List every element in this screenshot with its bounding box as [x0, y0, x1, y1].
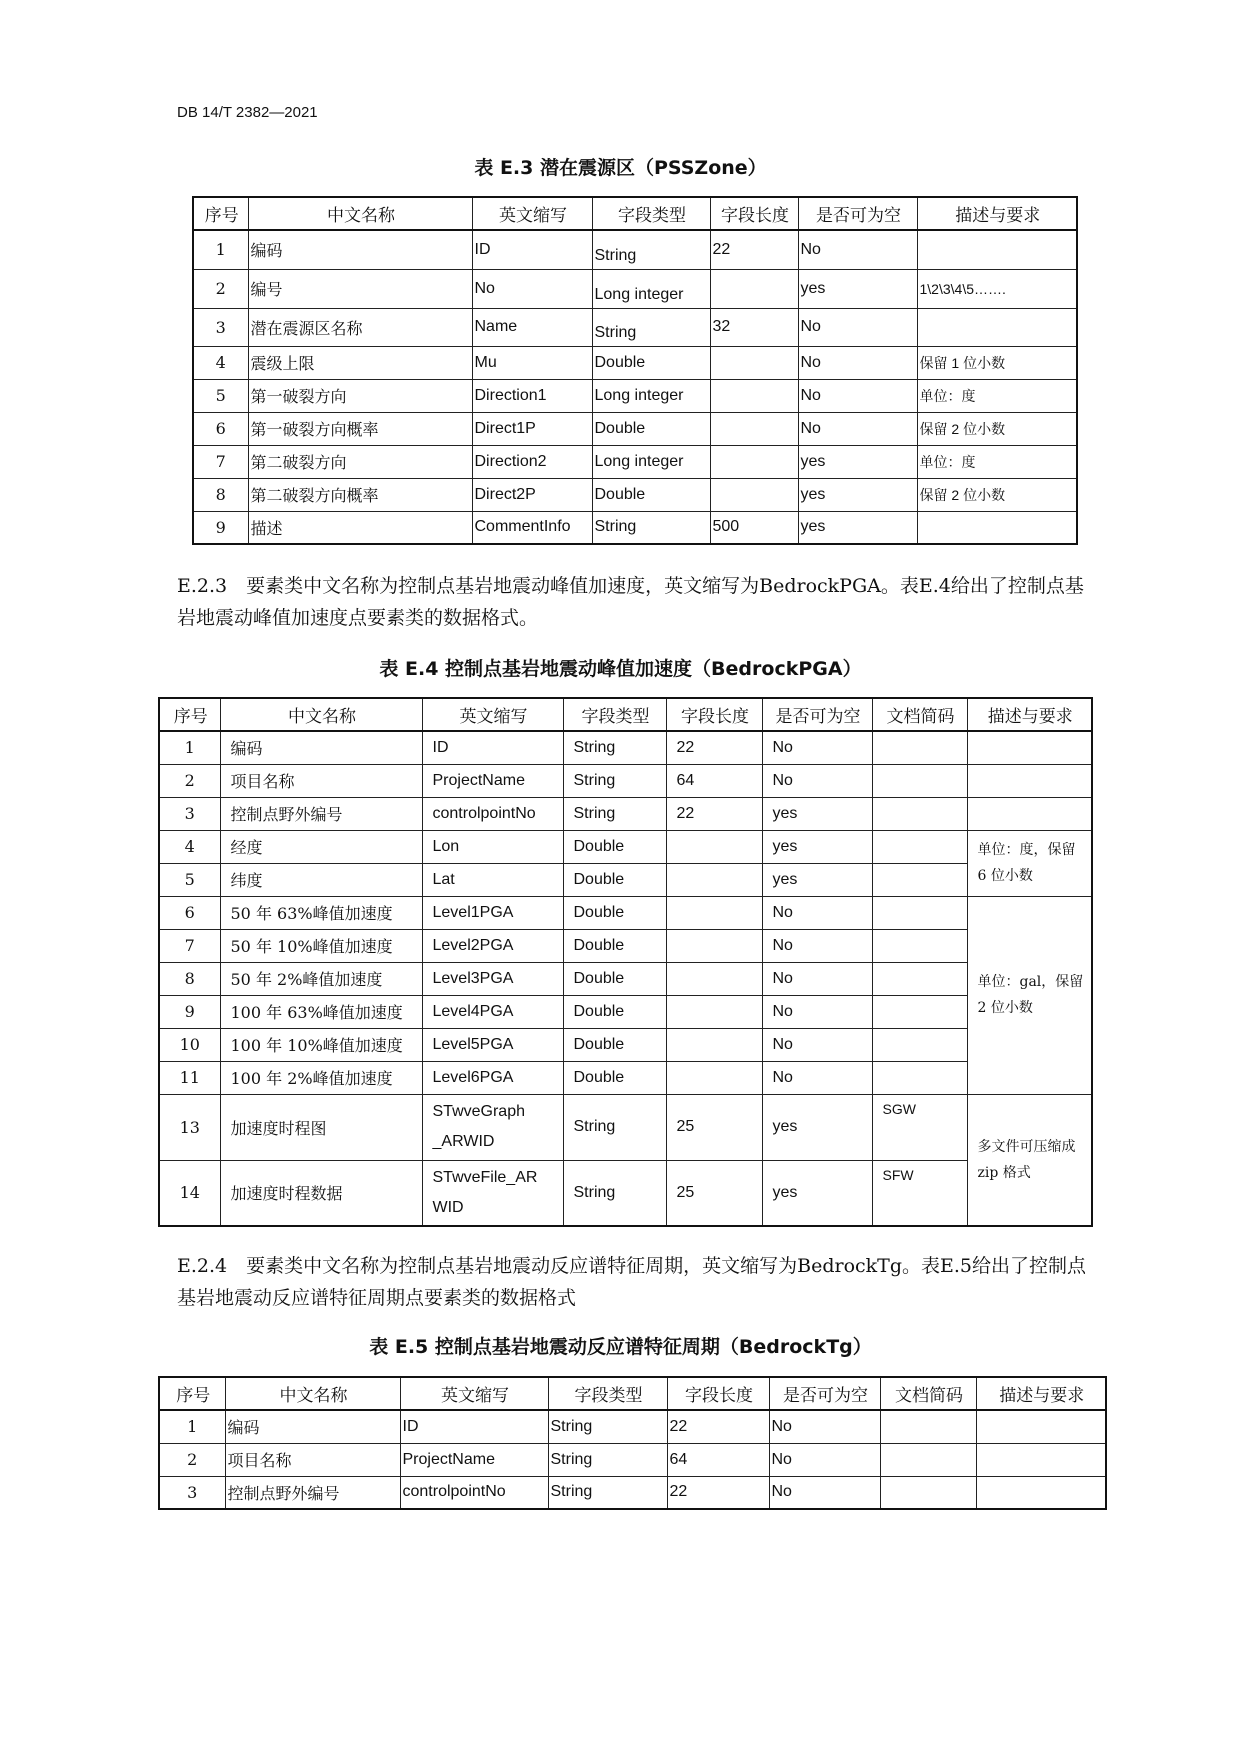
cell-field-type: String — [563, 1160, 666, 1226]
cell-chinese-name: 经度 — [220, 830, 422, 863]
cell-nullable: No — [769, 1476, 880, 1509]
column-header: 文档简码 — [872, 698, 967, 731]
column-header: 文档简码 — [880, 1377, 976, 1410]
cell-nullable: No — [762, 896, 872, 929]
cell-nullable: No — [798, 346, 917, 379]
cell-doc-code: SFW — [872, 1160, 967, 1226]
cell-english-abbr: Level4PGA — [422, 995, 563, 1028]
cell-field-type: String — [563, 764, 666, 797]
column-header: 英文缩写 — [400, 1377, 548, 1410]
cell-description — [976, 1410, 1106, 1443]
cell-english-abbr: ProjectName — [400, 1443, 548, 1476]
cell-field-length: 25 — [666, 1160, 762, 1226]
cell-english-abbr: Level1PGA — [422, 896, 563, 929]
cell-seq: 13 — [159, 1094, 220, 1160]
cell-seq: 2 — [159, 764, 220, 797]
cell-chinese-name: 编号 — [248, 269, 472, 308]
column-header: 字段类型 — [548, 1377, 667, 1410]
column-header: 字段长度 — [667, 1377, 769, 1410]
column-header: 序号 — [193, 197, 248, 230]
cell-nullable: yes — [762, 830, 872, 863]
table-row — [159, 995, 1092, 1028]
cell-seq: 1 — [193, 230, 248, 269]
table-e5-caption: 表 E.5 控制点基岩地震动反应谱特征周期（BedrockTg） — [369, 1336, 872, 1358]
cell-seq: 6 — [193, 412, 248, 445]
cell-doc-code — [872, 1028, 967, 1061]
cell-chinese-name: 编码 — [220, 731, 422, 764]
column-header: 描述与要求 — [917, 197, 1077, 230]
cell-chinese-name: 50 年 2%峰值加速度 — [220, 962, 422, 995]
table-row — [193, 308, 1077, 346]
cell-field-type: Double — [563, 962, 666, 995]
cell-seq: 3 — [159, 1476, 225, 1509]
cell-field-length — [666, 830, 762, 863]
cell-seq: 1 — [159, 1410, 225, 1443]
cell-english-abbr: CommentInfo — [472, 511, 592, 544]
cell-field-type: Double — [592, 346, 710, 379]
column-header: 序号 — [159, 1377, 225, 1410]
cell-field-length — [710, 412, 798, 445]
cell-english-abbr: controlpointNo — [422, 797, 563, 830]
cell-english-abbr: controlpointNo — [400, 1476, 548, 1509]
cell-doc-code — [880, 1476, 976, 1509]
column-header: 中文名称 — [248, 197, 472, 230]
cell-field-length: 22 — [710, 230, 798, 269]
cell-chinese-name: 项目名称 — [220, 764, 422, 797]
cell-doc-code — [872, 896, 967, 929]
cell-description — [917, 230, 1077, 269]
cell-english-abbr: Name — [472, 308, 592, 346]
cell-seq: 7 — [193, 445, 248, 478]
table-row — [159, 764, 1092, 797]
table-row — [193, 346, 1077, 379]
table-row — [193, 379, 1077, 412]
cell-nullable: No — [762, 1028, 872, 1061]
cell-seq: 1 — [159, 731, 220, 764]
cell-chinese-name: 加速度时程数据 — [220, 1160, 422, 1226]
cell-chinese-name: 100 年 63%峰值加速度 — [220, 995, 422, 1028]
cell-nullable: yes — [798, 445, 917, 478]
table-row — [193, 511, 1077, 544]
cell-field-length — [666, 929, 762, 962]
cell-description: 单位：gal，保留 2 位小数 — [967, 896, 1092, 1094]
column-header: 字段长度 — [710, 197, 798, 230]
cell-field-type: Double — [563, 1028, 666, 1061]
table-row — [159, 1028, 1092, 1061]
cell-seq: 2 — [193, 269, 248, 308]
cell-field-length: 500 — [710, 511, 798, 544]
column-header: 字段长度 — [666, 698, 762, 731]
cell-nullable: No — [798, 412, 917, 445]
cell-seq: 8 — [193, 478, 248, 511]
cell-description: 多文件可压缩成 zip 格式 — [967, 1094, 1092, 1226]
cell-english-abbr: ID — [400, 1410, 548, 1443]
cell-field-length — [710, 478, 798, 511]
table-e4-caption: 表 E.4 控制点基岩地震动峰值加速度（BedrockPGA） — [379, 658, 862, 680]
cell-doc-code — [872, 731, 967, 764]
column-header: 描述与要求 — [976, 1377, 1106, 1410]
cell-seq: 6 — [159, 896, 220, 929]
cell-nullable: No — [762, 995, 872, 1028]
cell-description — [967, 764, 1092, 797]
cell-field-type: String — [548, 1476, 667, 1509]
cell-english-abbr: STwveFile_AR WID — [422, 1160, 563, 1226]
cell-chinese-name: 第二破裂方向 — [248, 445, 472, 478]
cell-field-type: String — [592, 308, 710, 346]
table-row — [159, 1476, 1106, 1509]
cell-field-type: String — [592, 230, 710, 269]
cell-english-abbr: Direct2P — [472, 478, 592, 511]
column-header: 中文名称 — [220, 698, 422, 731]
cell-field-type: Double — [563, 863, 666, 896]
cell-english-abbr: Level6PGA — [422, 1061, 563, 1094]
cell-field-length — [710, 445, 798, 478]
cell-chinese-name: 第一破裂方向 — [248, 379, 472, 412]
cell-doc-code — [880, 1410, 976, 1443]
cell-description: 保留 2 位小数 — [917, 478, 1077, 511]
cell-nullable: No — [798, 379, 917, 412]
cell-nullable: No — [769, 1410, 880, 1443]
table-row — [193, 478, 1077, 511]
cell-field-type: String — [563, 797, 666, 830]
cell-description — [976, 1476, 1106, 1509]
cell-field-type: Double — [563, 995, 666, 1028]
table-row — [159, 1061, 1092, 1094]
cell-description: 单位：度 — [917, 379, 1077, 412]
table-row — [159, 1160, 1092, 1226]
cell-field-type: Long integer — [592, 445, 710, 478]
cell-nullable: No — [762, 929, 872, 962]
cell-nullable: yes — [762, 1160, 872, 1226]
cell-description: 单位：度 — [917, 445, 1077, 478]
cell-seq: 2 — [159, 1443, 225, 1476]
cell-field-type: Double — [563, 929, 666, 962]
cell-field-type: String — [563, 1094, 666, 1160]
cell-field-length — [710, 269, 798, 308]
column-header: 中文名称 — [225, 1377, 400, 1410]
cell-field-type: Long integer — [592, 269, 710, 308]
cell-seq: 5 — [193, 379, 248, 412]
table-row — [193, 412, 1077, 445]
cell-seq: 8 — [159, 962, 220, 995]
cell-doc-code — [872, 1061, 967, 1094]
cell-field-type: String — [548, 1443, 667, 1476]
cell-english-abbr: Direction1 — [472, 379, 592, 412]
cell-field-length: 22 — [667, 1410, 769, 1443]
cell-description: 保留 2 位小数 — [917, 412, 1077, 445]
cell-field-length — [710, 346, 798, 379]
table-row — [159, 1094, 1092, 1160]
table-row — [193, 445, 1077, 478]
cell-seq: 9 — [159, 995, 220, 1028]
column-header: 英文缩写 — [472, 197, 592, 230]
cell-field-length: 22 — [667, 1476, 769, 1509]
cell-nullable: yes — [798, 269, 917, 308]
cell-chinese-name: 控制点野外编号 — [220, 797, 422, 830]
cell-field-length — [710, 379, 798, 412]
paragraph-e-2-3: E.2.3 要素类中文名称为控制点基岩地震动峰值加速度，英文缩写为BedrockPGA。表E.4给出了控制点基岩地震动峰值加速度点要素类的数据格式。 — [177, 575, 1084, 629]
table-row — [193, 269, 1077, 308]
cell-seq: 10 — [159, 1028, 220, 1061]
cell-chinese-name: 项目名称 — [225, 1443, 400, 1476]
cell-field-type: Double — [592, 412, 710, 445]
cell-nullable: yes — [762, 797, 872, 830]
cell-nullable: yes — [762, 1094, 872, 1160]
cell-chinese-name: 加速度时程图 — [220, 1094, 422, 1160]
cell-nullable: No — [769, 1443, 880, 1476]
cell-description: 单位：度，保留 6 位小数 — [967, 830, 1092, 896]
paragraph-e-2-4: E.2.4 要素类中文名称为控制点基岩地震动反应谱特征周期，英文缩写为BedrockTg。表E.5给出了控制点基岩地震动反应谱特征周期点要素类的数据格式 — [177, 1255, 1087, 1309]
cell-field-length: 64 — [666, 764, 762, 797]
table-row — [159, 731, 1092, 764]
cell-english-abbr: Level2PGA — [422, 929, 563, 962]
column-header: 字段类型 — [563, 698, 666, 731]
column-header: 字段类型 — [592, 197, 710, 230]
column-header: 序号 — [159, 698, 220, 731]
table-e5 — [158, 1376, 1107, 1510]
cell-english-abbr: ProjectName — [422, 764, 563, 797]
cell-nullable: No — [798, 230, 917, 269]
cell-field-type: Long integer — [592, 379, 710, 412]
cell-english-abbr: ID — [472, 230, 592, 269]
table-header-row — [193, 197, 1077, 230]
table-row — [159, 1410, 1106, 1443]
cell-doc-code — [872, 797, 967, 830]
table-row — [159, 896, 1092, 929]
cell-seq: 7 — [159, 929, 220, 962]
cell-field-type: Double — [563, 830, 666, 863]
cell-field-type: String — [592, 511, 710, 544]
cell-chinese-name: 编码 — [225, 1410, 400, 1443]
cell-english-abbr: Lon — [422, 830, 563, 863]
cell-field-length — [666, 995, 762, 1028]
cell-english-abbr: No — [472, 269, 592, 308]
cell-chinese-name: 纬度 — [220, 863, 422, 896]
cell-chinese-name: 控制点野外编号 — [225, 1476, 400, 1509]
column-header: 英文缩写 — [422, 698, 563, 731]
cell-field-type: Double — [563, 1061, 666, 1094]
column-header: 是否可为空 — [769, 1377, 880, 1410]
cell-field-type: Double — [592, 478, 710, 511]
cell-field-length: 25 — [666, 1094, 762, 1160]
cell-chinese-name: 第一破裂方向概率 — [248, 412, 472, 445]
table-e3 — [192, 196, 1078, 545]
cell-description: 1\2\3\4\5……. — [917, 269, 1077, 308]
cell-seq: 11 — [159, 1061, 220, 1094]
column-header: 是否可为空 — [798, 197, 917, 230]
document-header: DB 14/T 2382—2021 — [177, 104, 318, 121]
cell-doc-code — [872, 830, 967, 863]
cell-field-length: 64 — [667, 1443, 769, 1476]
cell-chinese-name: 潜在震源区名称 — [248, 308, 472, 346]
cell-english-abbr: Lat — [422, 863, 563, 896]
cell-doc-code — [872, 764, 967, 797]
cell-doc-code: SGW — [872, 1094, 967, 1160]
cell-field-length — [666, 863, 762, 896]
cell-field-type: String — [548, 1410, 667, 1443]
cell-seq: 9 — [193, 511, 248, 544]
cell-field-length: 22 — [666, 731, 762, 764]
cell-chinese-name: 100 年 2%峰值加速度 — [220, 1061, 422, 1094]
cell-english-abbr: ID — [422, 731, 563, 764]
cell-field-length — [666, 962, 762, 995]
cell-chinese-name: 震级上限 — [248, 346, 472, 379]
table-e3-caption: 表 E.3 潜在震源区（PSSZone） — [474, 157, 767, 179]
cell-chinese-name: 50 年 10%峰值加速度 — [220, 929, 422, 962]
cell-doc-code — [872, 962, 967, 995]
cell-description: 保留 1 位小数 — [917, 346, 1077, 379]
cell-nullable: yes — [798, 511, 917, 544]
cell-chinese-name: 编码 — [248, 230, 472, 269]
table-e4 — [158, 697, 1093, 1227]
cell-field-length — [666, 1028, 762, 1061]
cell-english-abbr: Mu — [472, 346, 592, 379]
cell-description — [967, 731, 1092, 764]
cell-description — [917, 308, 1077, 346]
cell-doc-code — [880, 1443, 976, 1476]
cell-chinese-name: 描述 — [248, 511, 472, 544]
table-row — [159, 1443, 1106, 1476]
cell-chinese-name: 50 年 63%峰值加速度 — [220, 896, 422, 929]
cell-seq: 4 — [159, 830, 220, 863]
cell-nullable: No — [762, 731, 872, 764]
table-header-row — [159, 698, 1092, 731]
cell-field-length: 32 — [710, 308, 798, 346]
table-row — [193, 230, 1077, 269]
cell-field-length — [666, 896, 762, 929]
cell-field-type: String — [563, 731, 666, 764]
cell-doc-code — [872, 995, 967, 1028]
cell-seq: 14 — [159, 1160, 220, 1226]
cell-english-abbr: STwveGraph _ARWID — [422, 1094, 563, 1160]
cell-description — [976, 1443, 1106, 1476]
cell-nullable: No — [762, 962, 872, 995]
cell-nullable: No — [798, 308, 917, 346]
cell-nullable: No — [762, 764, 872, 797]
cell-nullable: yes — [798, 478, 917, 511]
cell-field-length — [666, 1061, 762, 1094]
cell-chinese-name: 第二破裂方向概率 — [248, 478, 472, 511]
cell-english-abbr: Level3PGA — [422, 962, 563, 995]
table-header-row — [159, 1377, 1106, 1410]
table-row — [159, 830, 1092, 863]
cell-seq: 4 — [193, 346, 248, 379]
cell-nullable: yes — [762, 863, 872, 896]
cell-field-length: 22 — [666, 797, 762, 830]
cell-chinese-name: 100 年 10%峰值加速度 — [220, 1028, 422, 1061]
table-row — [159, 929, 1092, 962]
table-row — [159, 863, 1092, 896]
column-header: 是否可为空 — [762, 698, 872, 731]
cell-doc-code — [872, 863, 967, 896]
table-row — [159, 962, 1092, 995]
cell-description — [917, 511, 1077, 544]
cell-field-type: Double — [563, 896, 666, 929]
cell-seq: 3 — [193, 308, 248, 346]
cell-seq: 3 — [159, 797, 220, 830]
column-header: 描述与要求 — [967, 698, 1092, 731]
cell-doc-code — [872, 929, 967, 962]
cell-description — [967, 797, 1092, 830]
cell-english-abbr: Direct1P — [472, 412, 592, 445]
cell-english-abbr: Direction2 — [472, 445, 592, 478]
cell-english-abbr: Level5PGA — [422, 1028, 563, 1061]
cell-nullable: No — [762, 1061, 872, 1094]
table-row — [159, 797, 1092, 830]
cell-seq: 5 — [159, 863, 220, 896]
